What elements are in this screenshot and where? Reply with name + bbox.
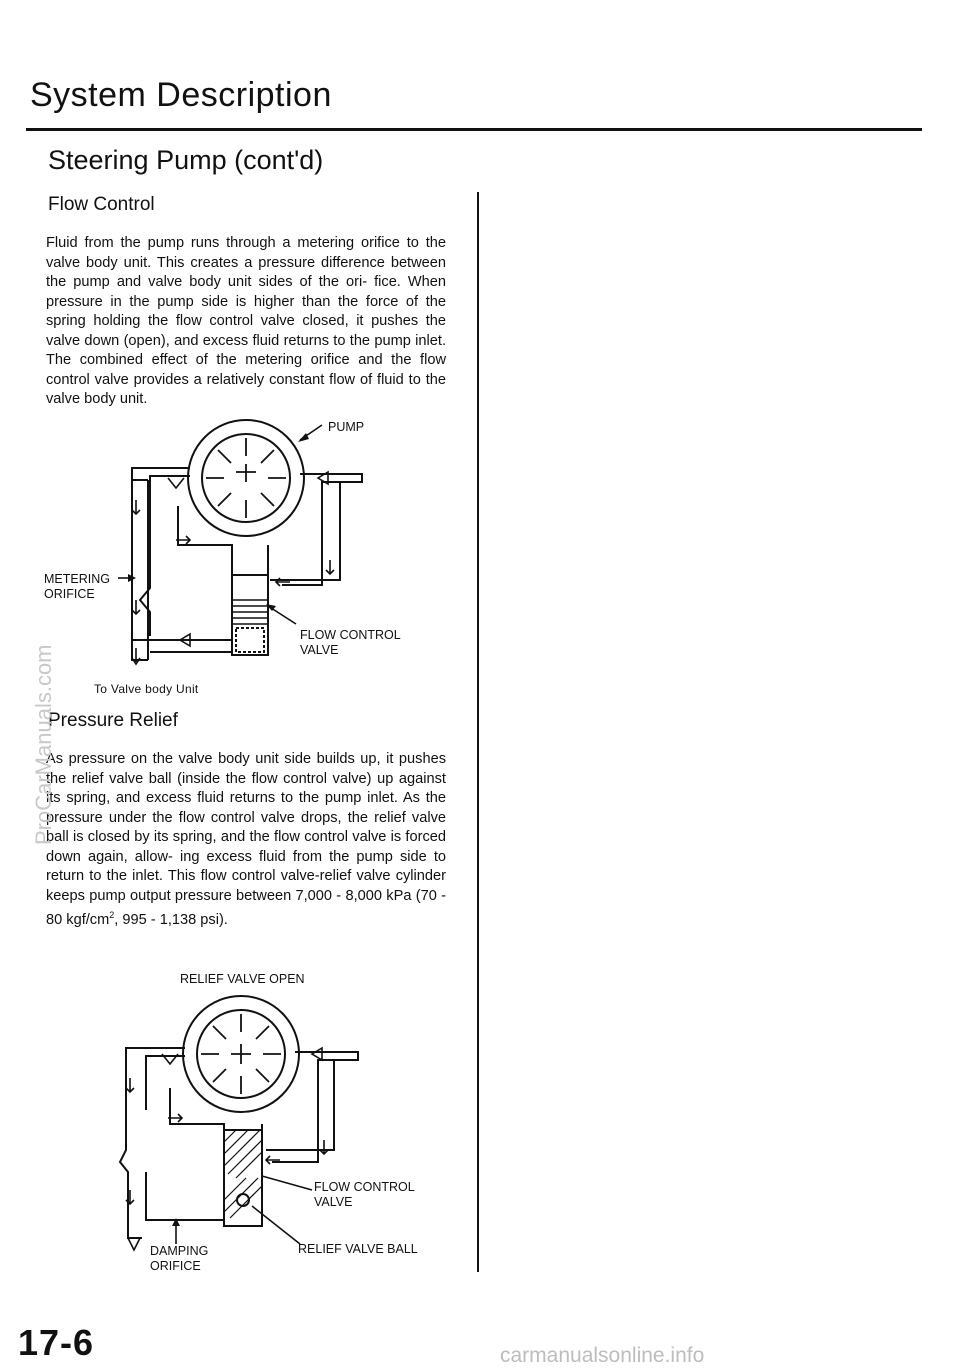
left-passage-2 bbox=[120, 1048, 185, 1238]
pump-label: PUMP bbox=[328, 420, 365, 434]
flow-control-valve-label-2: FLOW CONTROL VALVE bbox=[314, 1180, 415, 1209]
page-title: System Description bbox=[30, 76, 332, 114]
to-valve-body-caption: To Valve body Unit bbox=[94, 682, 199, 696]
flow-control-paragraph: Fluid from the pump runs through a metering orifice to the valve body unit. This creates a pressure difference between the pump and valve body unit sides of the ori- fice. When pressure in the pump side is higher than the force of the spring holding the flow control valve closed, it pushes the valve down (open), and excess fluid returns to the pump inlet. The combined effect of the metering orifice and the flow control valve provides a relatively constant flow of fluid to the valve body unit. bbox=[46, 235, 446, 407]
pressure-relief-paragraph: As pressure on the valve body unit side builds up, it pushes the relief valve ball (inside the flow control valve) up against its spring, and excess fluid returns to the pump inlet. As the pressure under the flow control valve drops, the relief valve ball is closed by its spring, and the flow control valve is forced down again, allow- ing excess fluid from the pump side to return to the inlet. This flow control valve-relief valve cylinder keeps pump output pressure between 7,000 - 8,000 kPa (70 - 80 kgf/$cm^2$, 995 - 1,138 psi). bbox=[46, 751, 446, 928]
pressure-relief-heading: Pressure Relief bbox=[48, 710, 178, 731]
fcv-hatch-2 bbox=[224, 1130, 262, 1218]
relief-valve-open-title: RELIEF VALVE OPEN bbox=[180, 972, 305, 986]
metering-orifice-label: METERING ORIFICE bbox=[44, 572, 110, 601]
section-title: Steering Pump (cont'd) bbox=[48, 145, 324, 175]
bypass-passage-2 bbox=[146, 1056, 224, 1220]
side-watermark: ProCarManuals.com bbox=[31, 644, 56, 845]
flow-control-valve-label: FLOW CONTROL VALVE bbox=[300, 628, 401, 657]
return-passage-2 bbox=[266, 1060, 334, 1150]
damping-orifice-label: DAMPING ORIFICE bbox=[150, 1244, 209, 1273]
center-passage-2 bbox=[170, 1088, 262, 1130]
relief-valve-ball-label: RELIEF VALVE BALL bbox=[298, 1242, 418, 1256]
pump-vanes-2 bbox=[201, 1014, 281, 1094]
bottom-watermark: carmanualsonline.info bbox=[500, 1344, 705, 1367]
page-number: 17-6 bbox=[18, 1322, 95, 1363]
inlet-passage-2 bbox=[272, 1052, 358, 1162]
flow-control-heading: Flow Control bbox=[48, 194, 155, 215]
fcv-leader-2 bbox=[262, 1176, 312, 1190]
fcv-body-2 bbox=[224, 1130, 262, 1226]
